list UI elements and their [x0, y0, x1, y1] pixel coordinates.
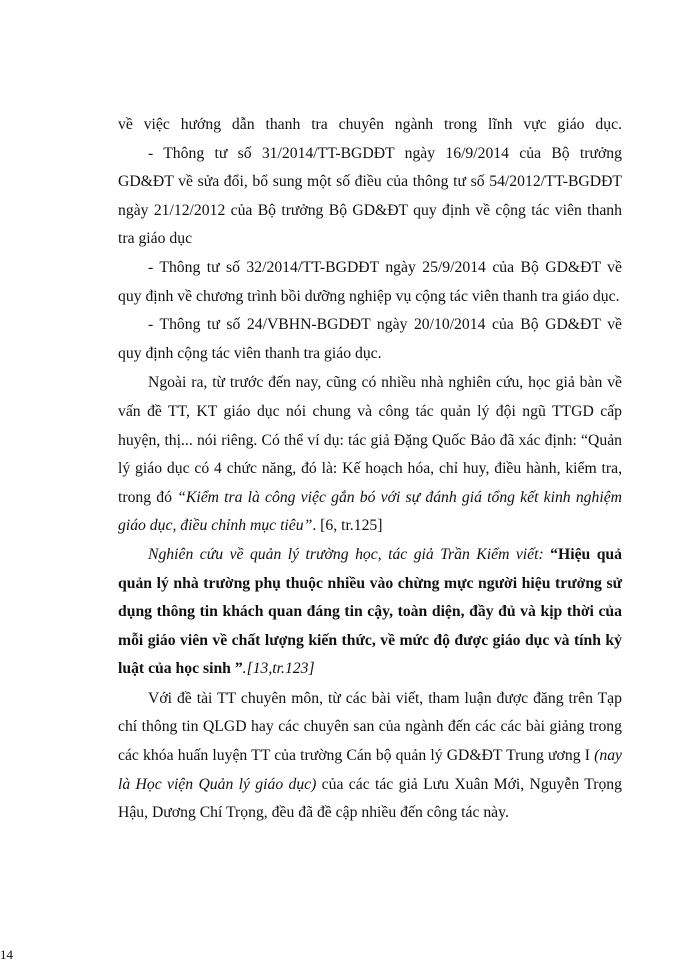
paragraph-text: của các tác giả Lưu Xuân Mới, Nguyễn Trọng Hậu, Dương Chí Trọng, đều đã đề cập nhiều đến công tác này. [118, 775, 622, 822]
citation-ref: .[13,tr.123] [242, 660, 315, 678]
document-body [118, 111, 622, 828]
parenthetical-note: (nay là Học viện Quản lý giáo dục) [118, 747, 622, 793]
quote-intro: Nghiên cứu về quản lý trường học, tác giả Trần Kiểm viết: [148, 545, 544, 563]
paragraph-intro: về việc hướng dẫn thanh tra chuyên ngành trong lĩnh vực giáo dục. [118, 116, 622, 133]
paragraph-text: Với đề tài TT chuyên môn, từ các bài viết, tham luận được đăng trên Tạp chí thông tin QLGD hay các chuyên san của ngành đến các các bài giảng trong các khóa huấn luyện TT của trường Cán bộ quản lý GD&ĐT Trung ương I [118, 689, 622, 765]
quote-tran-kiem: “Hiệu quả quản lý nhà trường phụ thuộc nhiều vào chừng mực người hiệu trưởng sử dụng thông tin khách quan đáng tin cậy, toàn diện, đầy đủ và kịp thời của mỗi giáo viên về chất lượng kiến thức, về mức độ được giáo dục và tính kỷ luật của học sinh ” [118, 545, 622, 678]
list-item-circular-32: - Thông tư số 32/2014/TT-BGDĐT ngày 25/9/2014 của Bộ GD&ĐT về quy định về chương trình bồi dưỡng nghiệp vụ cộng tác viên thanh tra giáo dục. [118, 258, 622, 305]
list-item-circular-31: - Thông tư số 31/2014/TT-BGDĐT ngày 16/9/2014 của Bộ trưởng GD&ĐT về sửa đổi, bổ sung một số điều của thông tư số 54/2012/TT-BGDĐT ngày 21/12/2012 của Bộ trưởng Bộ GD&ĐT quy định về cộng tác viên thanh tra giáo dục [118, 144, 622, 248]
paragraph-other-research [118, 369, 622, 541]
citation-ref: . [6, tr.125] [312, 517, 383, 535]
list-item-circular-24: - Thông tư số 24/VBHN-BGDĐT ngày 20/10/2014 của Bộ GD&ĐT về quy định cộng tác viên thanh tra giáo dục. [118, 316, 622, 362]
paragraph-tran-kiem [118, 541, 622, 684]
paragraph-other-research-text: Ngoài ra, từ trước đến nay, cũng có nhiều nhà nghiên cứu, học giả bàn về vấn đề TT, KT giáo dục nói chung và công tác quản lý đội ngũ TTGD cấp huyện, thị... nói riêng. Có thể ví dụ: tác giả Đặng Quốc Bảo đã xác định: “Quản lý giáo dục có 4 chức năng, đó là: Kế hoạch hóa, chỉ huy, điều hành, kiểm tra, trong đó [118, 374, 622, 506]
paragraph-professional-inspection [118, 685, 622, 828]
quote-dang-quoc-bao: “Kiểm tra là công việc gắn bó với sự đánh giá tổng kết kinh nghiệm giáo dục, điều chỉnh mục tiêu” [118, 488, 622, 535]
page-number: 14 [0, 947, 13, 962]
